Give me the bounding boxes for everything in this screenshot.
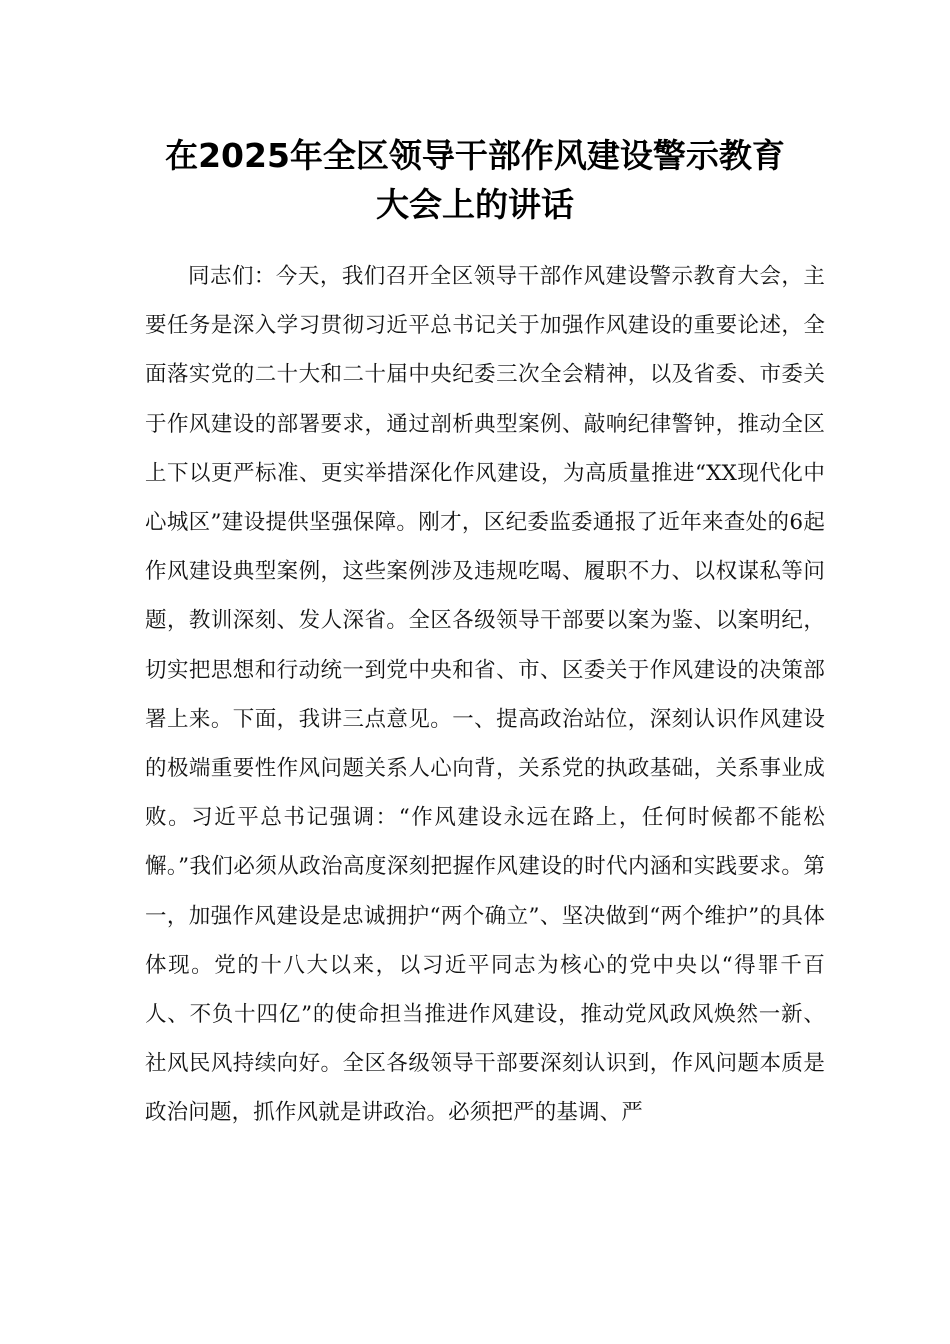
document-body-paragraph: 同志们：今天，我们召开全区领导干部作风建设警示教育大会，主要任务是深入学习贯彻习近平总书记关于加强作风建设的重要论述，全面落实党的二十大和二十届中央纪委三次全会精神，以及省委、市委关于作风建设的部署要求，通过剖析典型案例、敲响纪律警钟，推动全区上下以更严标准、更实举措深化作风建设，为高质量推进“XX现代化中心城区”建设提供坚强保障。刚才，区纪委监委通报了近年来查处的6起作风建设典型案例，这些案例涉及违规吃喝、履职不力、以权谋私等问题，教训深刻、发人深省。全区各级领导干部要以案为鉴、以案明纪，切实把思想和行动统一到党中央和省、市、区委关于作风建设的决策部署上来。下面，我讲三点意见。一、提高政治站位，深刻认识作风建设的极端重要性作风问题关系人心向背，关系党的执政基础，关系事业成败。习近平总书记强调：“作风建设永远在路上，任何时候都不能松懈。”我们必须从政治高度深刻把握作风建设的时代内涵和实践要求。第一，加强作风建设是忠诚拥护“两个确立”、坚决做到“两个维护”的具体体现。党的十八大以来，以习近平同志为核心的党中央以“得罪千百人、不负十四亿”的使命担当推进作风建设，推动党风政风焕然一新、社风民风持续向好。全区各级领导干部要深刻认识到，作风问题本质是政治问题，抓作风就是讲政治。必须把严的基调、严 — [145, 264, 825, 1126]
document-title-line-2: 大会上的讲话 — [376, 185, 574, 224]
document-title-line-1: 在2025年全区领导干部作风建设警示教育 — [165, 136, 785, 175]
